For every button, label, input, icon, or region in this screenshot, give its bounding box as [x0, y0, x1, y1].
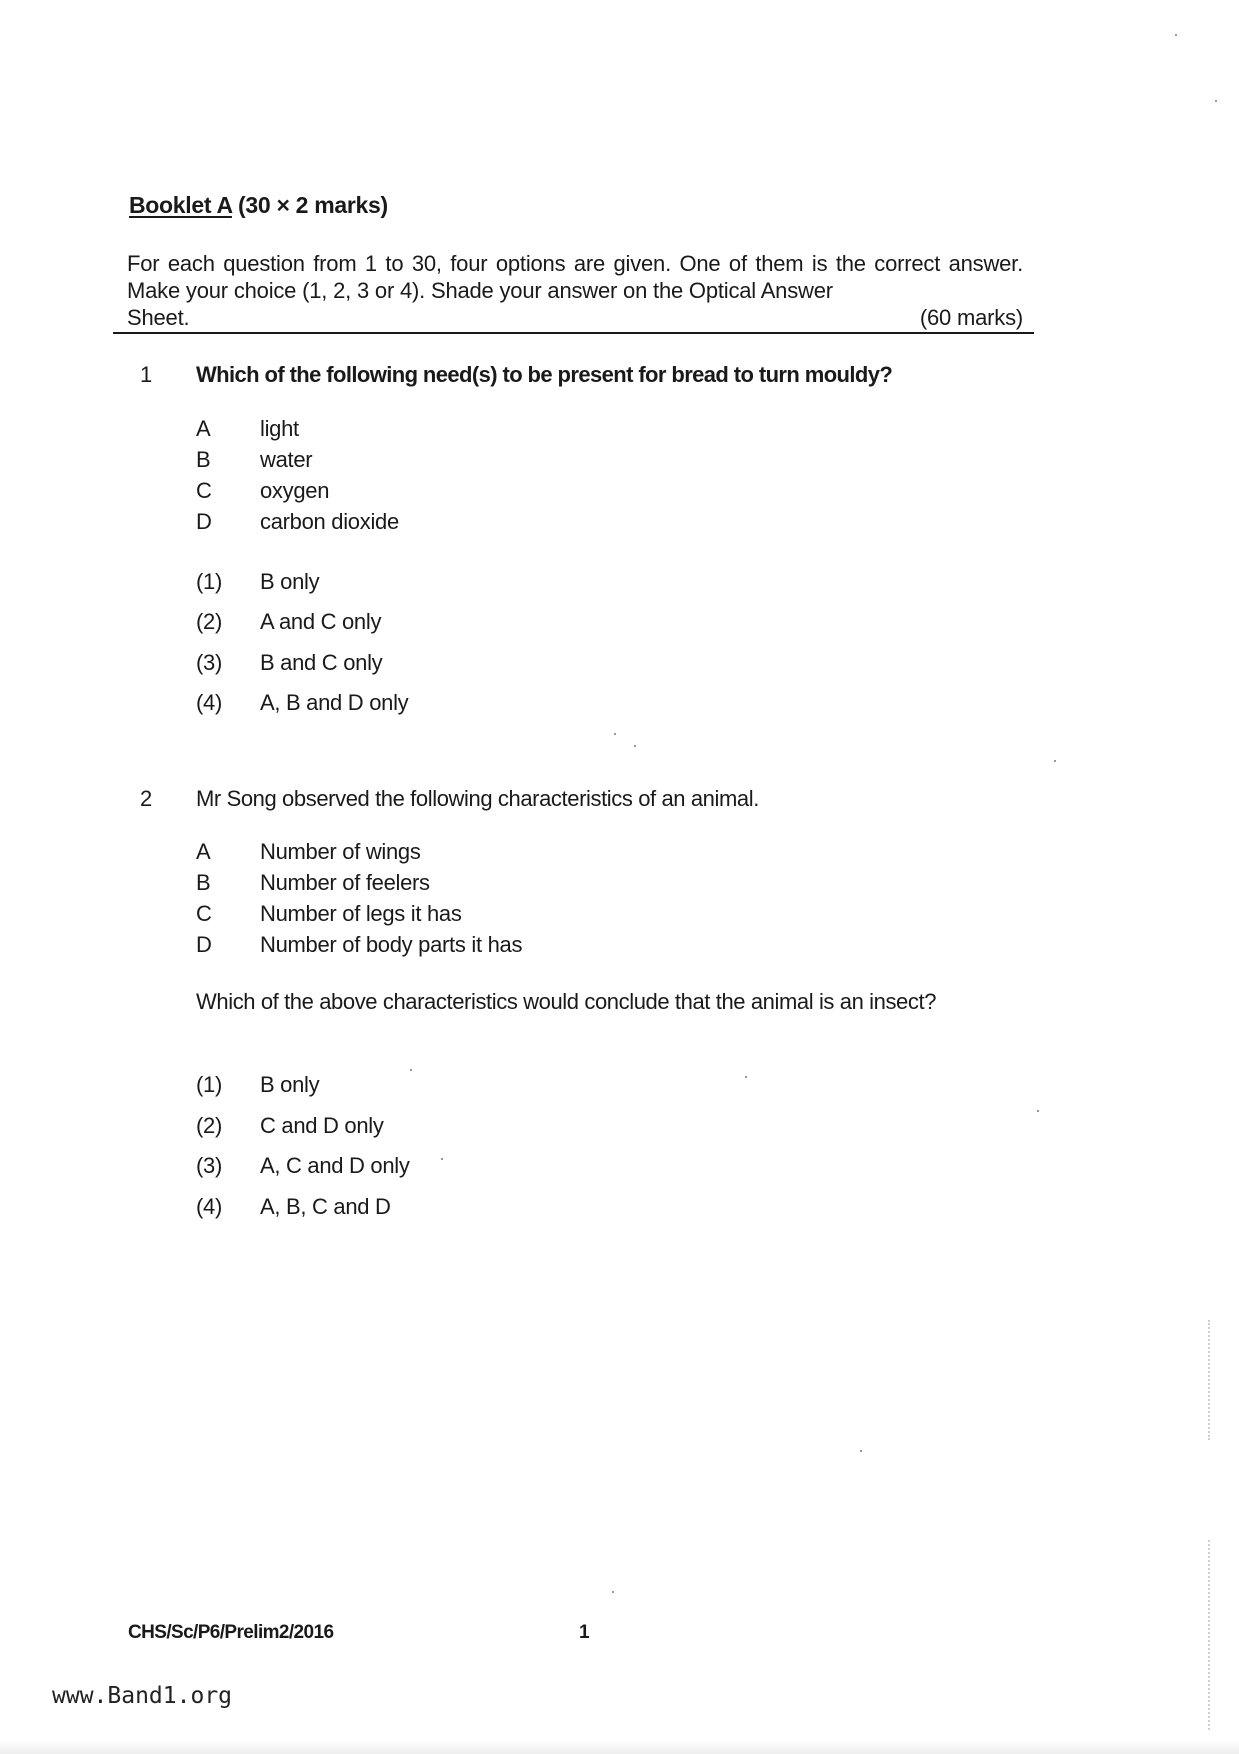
item-text: light — [260, 416, 299, 441]
question-2-option-3[interactable] — [196, 1153, 410, 1179]
section-divider — [113, 332, 1034, 334]
question-1-option-3[interactable] — [196, 650, 382, 676]
scan-speck — [410, 1069, 412, 1071]
question-1-item-b — [196, 447, 312, 473]
watermark-url: www.Band1.org — [52, 1683, 233, 1709]
option-key: (2) — [196, 1113, 222, 1138]
question-1-option-4[interactable] — [196, 690, 408, 716]
scan-edge-artifact — [1208, 1540, 1212, 1730]
booklet-title: Booklet A — [129, 192, 232, 218]
question-1-option-2[interactable] — [196, 609, 381, 635]
scan-speck — [1215, 100, 1217, 102]
paper-code: CHS/Sc/P6/Prelim2/2016 — [128, 1622, 334, 1643]
item-key: A — [196, 839, 211, 864]
item-key: C — [196, 478, 212, 503]
question-1-stem: Which of the following need(s) to be present for bread to turn mouldy? — [196, 362, 893, 387]
question-2-item-d — [196, 932, 522, 958]
question-2-number: 2 — [140, 786, 153, 811]
scan-speck — [612, 1591, 614, 1593]
scan-speck — [1037, 1110, 1039, 1112]
scan-speck — [745, 1076, 747, 1078]
scan-speck — [614, 733, 616, 735]
option-text: B only — [260, 569, 320, 594]
option-text: A, B and D only — [260, 690, 409, 715]
scan-speck — [634, 745, 636, 747]
option-key: (3) — [196, 1153, 222, 1178]
item-text: Number of legs it has — [260, 901, 462, 926]
scan-bottom-shadow — [0, 1740, 1239, 1754]
question-2-item-a — [196, 839, 421, 865]
option-text: B only — [260, 1072, 320, 1097]
option-key: (1) — [196, 1072, 222, 1097]
question-2-option-2[interactable] — [196, 1113, 384, 1139]
instructions — [127, 250, 1023, 331]
item-key: A — [196, 416, 211, 441]
page-number: 1 — [579, 1622, 590, 1643]
option-key: (4) — [196, 1194, 222, 1219]
question-1-number: 1 — [140, 362, 153, 387]
item-text: water — [260, 447, 313, 472]
question-1-item-a — [196, 416, 299, 442]
question-2-stem: Mr Song observed the following characteristics of an animal. — [196, 786, 759, 811]
option-text: A, C and D only — [260, 1153, 410, 1178]
option-key: (2) — [196, 609, 222, 634]
instructions-last-word: Sheet. — [127, 305, 190, 330]
item-text: carbon dioxide — [260, 509, 399, 534]
item-key: B — [196, 870, 211, 895]
question-2-option-1[interactable] — [196, 1072, 319, 1098]
scan-speck — [1054, 760, 1056, 762]
question-2-item-c — [196, 901, 462, 927]
item-text: Number of body parts it has — [260, 932, 523, 957]
item-key: B — [196, 447, 211, 472]
instructions-last-line — [127, 304, 1023, 331]
item-key: C — [196, 901, 212, 926]
scan-edge-artifact — [1208, 1320, 1212, 1440]
scan-speck — [441, 1158, 443, 1160]
item-text: Number of wings — [260, 839, 421, 864]
item-key: D — [196, 932, 212, 957]
question-2-option-4[interactable] — [196, 1194, 391, 1220]
option-key: (3) — [196, 650, 222, 675]
instructions-text: For each question from 1 to 30, four options are given. One of them is the correct answer. Make your choice (1, 2, 3 or 4). Shade your answer on the Optical Answer — [127, 251, 1023, 303]
question-2-prompt: Which of the above characteristics would conclude that the animal is an insect? — [196, 989, 937, 1014]
booklet-heading — [129, 192, 388, 219]
option-key: (1) — [196, 569, 222, 594]
option-key: (4) — [196, 690, 222, 715]
item-key: D — [196, 509, 212, 534]
booklet-marks: (30 × 2 marks) — [238, 192, 388, 218]
option-text: A and C only — [260, 609, 382, 634]
scan-speck — [1175, 34, 1177, 36]
question-1-item-d — [196, 509, 399, 535]
scan-speck — [860, 1450, 862, 1452]
option-text: C and D only — [260, 1113, 384, 1138]
option-text: B and C only — [260, 650, 383, 675]
question-2-item-b — [196, 870, 430, 896]
question-1-item-c — [196, 478, 329, 504]
section-marks: (60 marks) — [919, 305, 1023, 330]
item-text: oxygen — [260, 478, 330, 503]
question-1-option-1[interactable] — [196, 569, 319, 595]
option-text: A, B, C and D — [260, 1194, 391, 1219]
item-text: Number of feelers — [260, 870, 430, 895]
